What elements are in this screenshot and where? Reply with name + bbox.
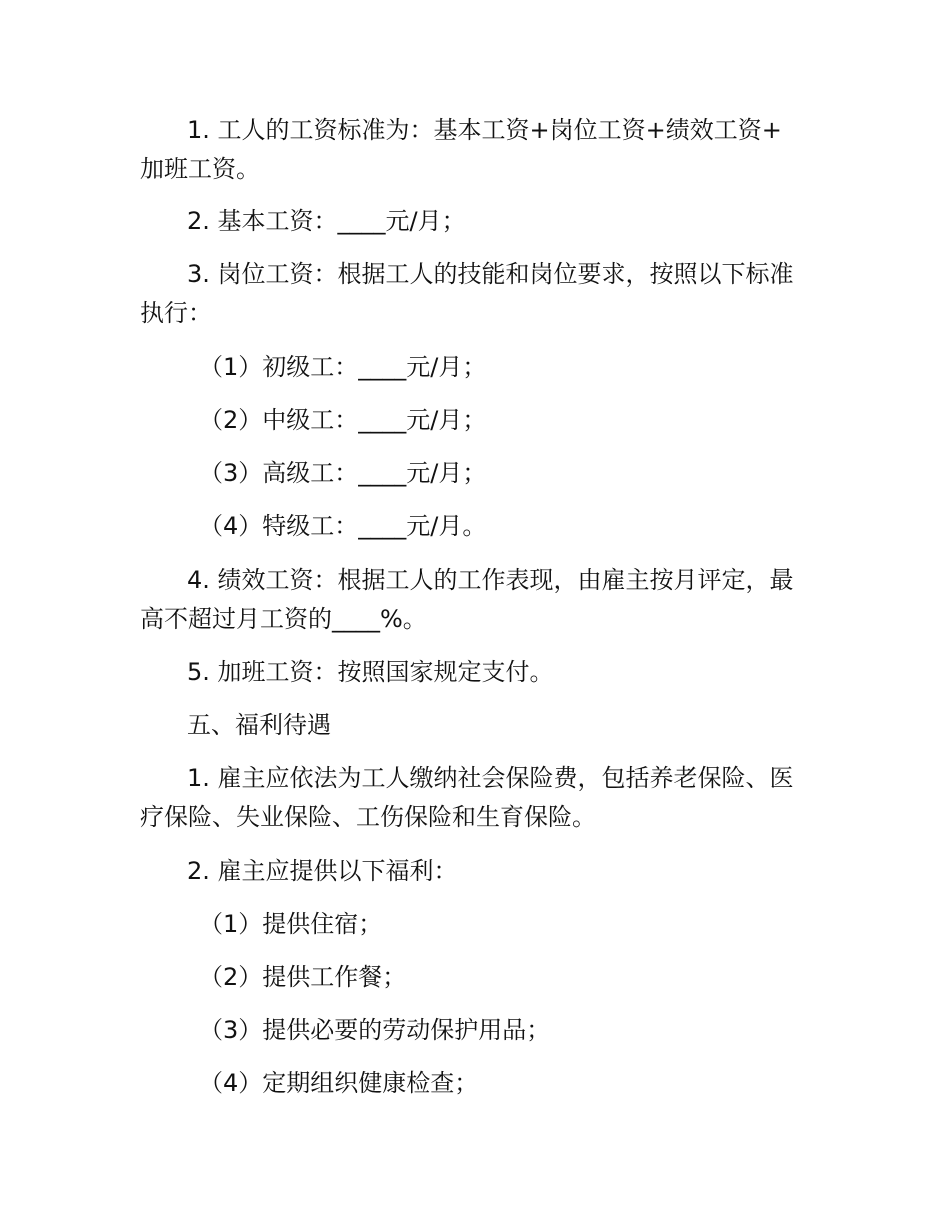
special-worker-line: （4）特级工：____元/月。 <box>199 512 487 540</box>
performance-wage-line-2: 高不超过月工资的____%。 <box>140 605 427 633</box>
benefit-protection-line: （3）提供必要的劳动保护用品； <box>199 1016 551 1044</box>
benefit-health-check-line: （4）定期组织健康检查； <box>199 1069 479 1097</box>
benefits-intro-line: 2. 雇主应提供以下福利： <box>187 857 458 885</box>
intermediate-worker-line: （2）中级工：____元/月； <box>199 406 487 434</box>
wage-standard-line-1: 1. 工人的工资标准为：基本工资+岗位工资+绩效工资+ <box>187 116 782 144</box>
social-insurance-line-2: 疗保险、失业保险、工伤保险和生育保险。 <box>140 803 596 831</box>
benefit-meals-line: （2）提供工作餐； <box>199 963 407 991</box>
junior-worker-line: （1）初级工：____元/月； <box>199 353 487 381</box>
position-wage-line-2: 执行： <box>140 299 212 327</box>
social-insurance-line-1: 1. 雇主应依法为工人缴纳社会保险费，包括养老保险、医 <box>187 764 794 792</box>
position-wage-line-1: 3. 岗位工资：根据工人的技能和岗位要求，按照以下标准 <box>187 260 794 288</box>
section-heading-benefits: 五、福利待遇 <box>187 711 331 739</box>
overtime-wage-line: 5. 加班工资：按照国家规定支付。 <box>187 658 554 686</box>
wage-standard-line-2: 加班工资。 <box>140 155 260 183</box>
benefit-housing-line: （1）提供住宿； <box>199 910 383 938</box>
performance-wage-line-1: 4. 绩效工资：根据工人的工作表现，由雇主按月评定，最 <box>187 566 794 594</box>
senior-worker-line: （3）高级工：____元/月； <box>199 459 487 487</box>
basic-wage-line: 2. 基本工资：____元/月； <box>187 207 466 235</box>
